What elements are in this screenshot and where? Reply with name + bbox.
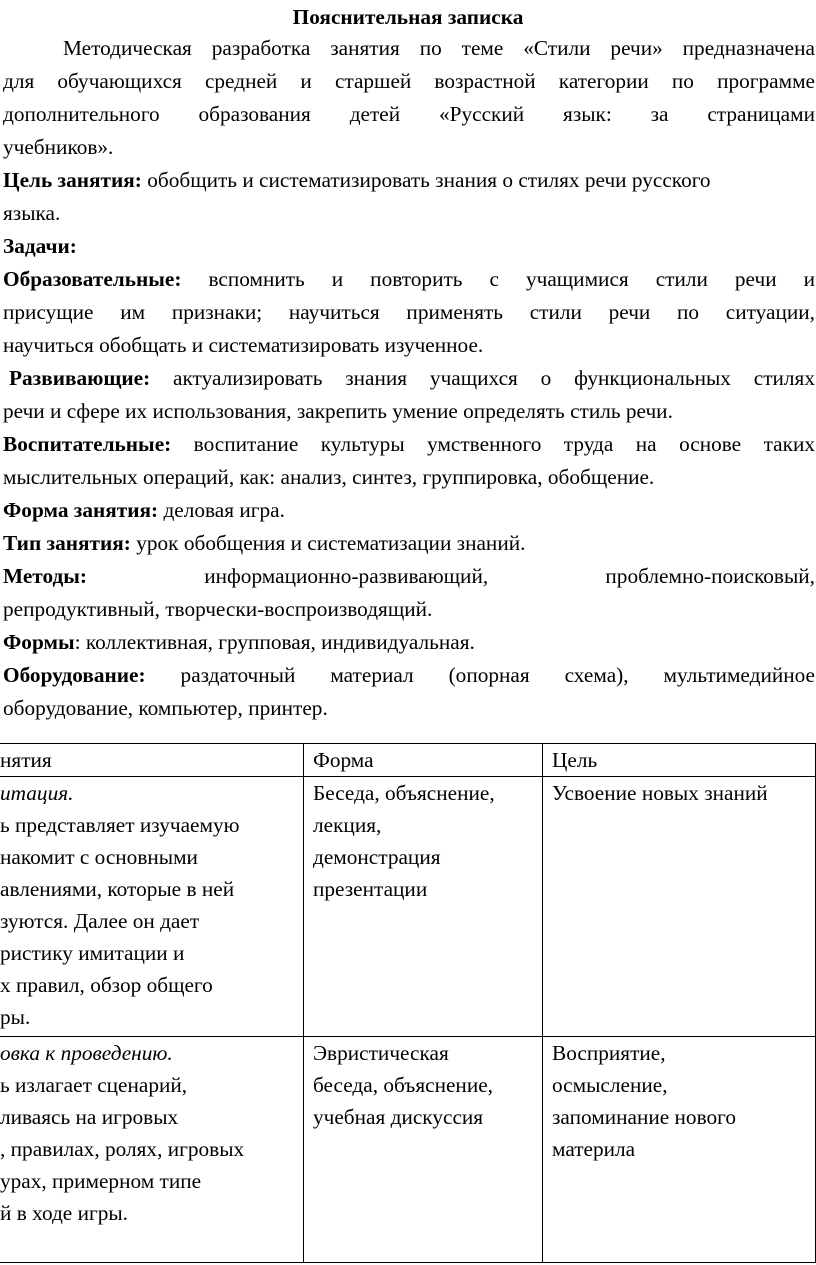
equipment-label: Оборудование: — [3, 663, 146, 687]
goal-line: Усвоение новых знаний — [552, 781, 768, 805]
form-line: Эвристическая — [313, 1041, 449, 1065]
stage-line: ры. — [0, 1005, 31, 1029]
developmental-line — [3, 363, 815, 393]
stage-cell — [0, 1037, 304, 1263]
tasks-heading: Задачи: — [3, 234, 77, 258]
developmental-text: актуализировать знания учащихся о функциональных стилях — [150, 366, 815, 390]
stage-title: итация. — [0, 781, 74, 805]
type-label: Тип занятия: — [3, 531, 131, 555]
stage-line: зуются. Далее он дает — [0, 909, 200, 933]
stage-line: урах, примерном типе — [0, 1169, 202, 1193]
upbringing-label: Воспитательные: — [3, 432, 172, 456]
stage-cell — [0, 777, 304, 1037]
upbringing-line — [3, 429, 815, 459]
stage-line: ь представляет изучаемую — [0, 813, 240, 837]
educational-label: Образовательные: — [3, 267, 182, 291]
upbringing-text: воспитание культуры умственного труда на основе таких — [171, 432, 815, 456]
goal-label: Цель занятия: — [3, 168, 142, 192]
header-goal: Цель — [543, 744, 816, 777]
stage-line: ристику имитации и — [0, 941, 185, 965]
stage-line: авлениями, которые в ней — [0, 877, 235, 901]
stage-title: овка к проведению. — [0, 1041, 173, 1065]
table-row — [0, 777, 816, 1037]
header-form: Форма — [304, 744, 543, 777]
form-line: учебная дискуссия — [313, 1105, 484, 1129]
intro-line: Методическая разработка занятия по теме «Стили речи» предназначена — [63, 36, 815, 60]
stage-line: й в ходе игры. — [0, 1201, 128, 1225]
lesson-stages-table — [0, 743, 816, 1265]
forms-line — [3, 627, 815, 657]
goal-line: языка. — [3, 201, 61, 225]
table-row — [0, 1037, 816, 1263]
equipment-line — [3, 660, 815, 690]
educational-line: научиться обобщать и систематизировать изученное. — [3, 333, 484, 357]
goal-line: запоминание нового — [552, 1105, 736, 1129]
equipment-line: оборудование, компьютер, принтер. — [3, 696, 328, 720]
form-line: лекция, — [313, 813, 382, 837]
form-cell — [304, 777, 543, 1037]
form-text: деловая игра. — [158, 498, 285, 522]
goal-cell — [543, 777, 816, 1037]
form-line: беседа, объяснение, — [313, 1073, 493, 1097]
form-line: презентации — [313, 877, 428, 901]
upbringing-line: мыслительных операций, как: анализ, синтез, группировка, обобщение. — [3, 465, 655, 489]
stage-line: накомит с основными — [0, 845, 198, 869]
stage-line: ь излагает сценарий, — [0, 1073, 188, 1097]
goal-text: обобщить и систематизировать знания о стилях речи русского — [141, 168, 711, 192]
header-stage: нятия — [0, 744, 304, 777]
educational-line: присущие им признаки; научиться применять стили речи по ситуации, — [3, 300, 815, 324]
forms-text: : коллективная, групповая, индивидуальная. — [74, 630, 475, 654]
type-text: урок обобщения и систематизации знаний. — [130, 531, 526, 555]
type-line — [3, 528, 815, 558]
stage-line: , правилах, ролях, игровых — [0, 1137, 245, 1161]
page-title: Пояснительная записка — [292, 5, 524, 29]
methods-line — [3, 561, 815, 591]
equipment-text: раздаточный материал (опорная схема), мультимедийное — [145, 663, 815, 687]
form-cell — [304, 1037, 543, 1263]
goal-line: материла — [552, 1137, 636, 1161]
developmental-label: Развивающие: — [9, 366, 151, 390]
methods-label: Методы: — [3, 564, 87, 588]
goal-line — [3, 165, 815, 195]
methods-text: информационно-развивающий, проблемно-поисковый, — [86, 564, 815, 588]
goal-line: осмысление, — [552, 1073, 668, 1097]
forms-label: Формы — [3, 630, 75, 654]
intro-line: для обучающихся средней и старшей возрастной категории по программе — [3, 69, 815, 93]
educational-text: вспомнить и повторить с учащимися стили речи и — [181, 267, 815, 291]
intro-line: учебников». — [3, 135, 114, 159]
table-header-row — [0, 744, 816, 777]
intro-line: дополнительного образования детей «Русский язык: за страницами — [3, 102, 815, 126]
stage-line: х правил, обзор общего — [0, 973, 213, 997]
goal-line: Восприятие, — [552, 1041, 666, 1065]
educational-line — [3, 264, 815, 294]
developmental-line: речи и сфере их использования, закрепить умение определять стиль речи. — [3, 399, 673, 423]
stage-line: ливаясь на игровых — [0, 1105, 179, 1129]
form-line: Беседа, объяснение, — [313, 781, 495, 805]
form-line: демонстрация — [313, 845, 441, 869]
methods-line: репродуктивный, творчески-воспроизводящий. — [3, 597, 433, 621]
goal-cell — [543, 1037, 816, 1263]
form-label: Форма занятия: — [3, 498, 159, 522]
form-line — [3, 495, 815, 525]
